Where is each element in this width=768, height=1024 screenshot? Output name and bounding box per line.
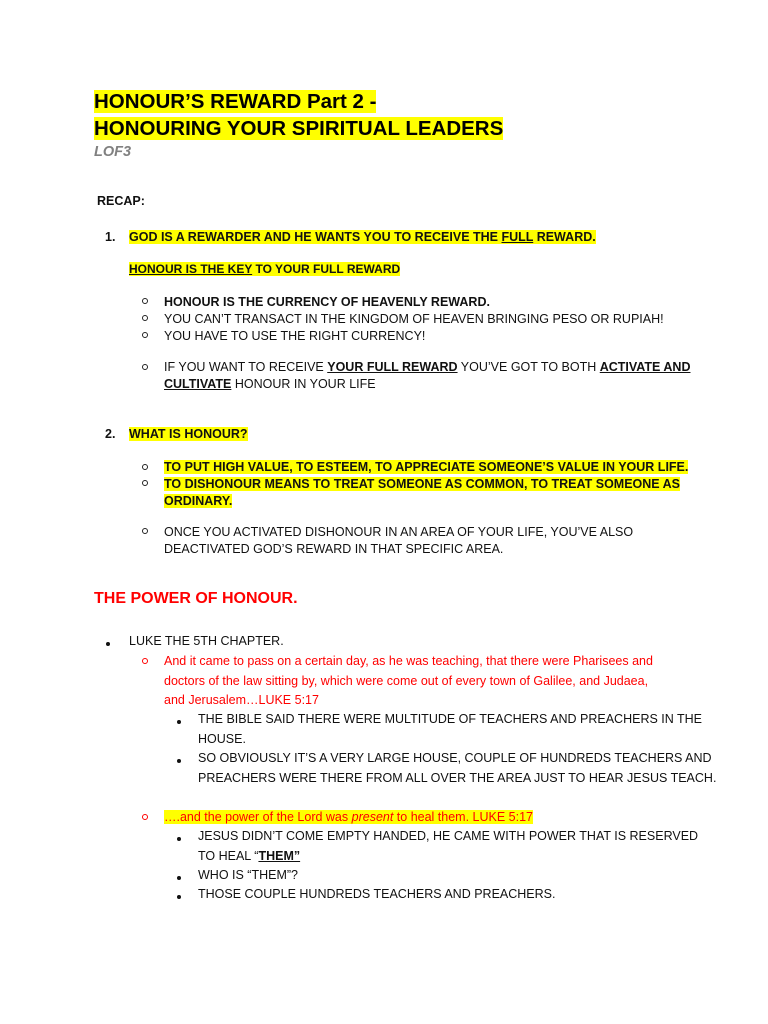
bullet-dot-icon (177, 759, 181, 763)
full-reward-d: ACTIVATE AND (599, 360, 691, 374)
verse-1-line-1: And it came to pass on a certain day, as he was teaching, that there were Pharisees and (164, 654, 653, 668)
item-1-heading (129, 230, 596, 244)
honour-key-b: TO YOUR FULL REWARD (252, 262, 401, 276)
full-reward-c: YOU’VE GOT TO BOTH (457, 360, 600, 374)
jesus-line-1: JESUS DIDN’T COME EMPTY HANDED, HE CAME WITH POWER THAT IS RESERVED (198, 829, 699, 843)
bullet-dot-icon (106, 642, 110, 646)
title-line-1: HONOUR’S REWARD Part 2 - (94, 90, 377, 113)
large-house-bullet (198, 749, 716, 788)
item-1-number: 1. (105, 230, 116, 244)
item-2-heading (129, 427, 248, 441)
bullet-dot-icon (177, 876, 181, 880)
large-house-line-1: SO OBVIOUSLY IT’S A VERY LARGE HOUSE, COUPLE OF HUNDREDS TEACHERS AND (198, 751, 712, 765)
document-title (94, 88, 503, 142)
dishonour-definition-bullet (164, 476, 680, 510)
honour-definition-text: TO PUT HIGH VALUE, TO ESTEEM, TO APPRECIATE SOMEONE’S VALUE IN YOUR LIFE. (164, 460, 689, 474)
currency-bullet-1: HONOUR IS THE CURRENCY OF HEAVENLY REWARD. (164, 295, 490, 309)
hollow-bullet-icon (142, 332, 148, 338)
verse-2-c: to heal them. LUKE 5:17 (393, 810, 533, 824)
bible-said-bullet (198, 710, 702, 749)
item-1-text-b: REWARD. (533, 230, 596, 244)
deactivated-line-2: DEACTIVATED GOD’S REWARD IN THAT SPECIFIC AREA. (164, 542, 504, 556)
dishonour-line-2: ORDINARY. (164, 494, 233, 508)
jesus-line-2a: TO HEAL “ (198, 848, 259, 863)
hollow-bullet-icon (142, 528, 148, 534)
deactivated-reward-bullet (164, 524, 633, 558)
currency-bullet-2: YOU CAN’T TRANSACT IN THE KINGDOM OF HEAVEN BRINGING PESO OR RUPIAH! (164, 312, 664, 326)
full-reward-b: YOUR FULL REWARD (327, 360, 458, 374)
hollow-bullet-icon (142, 658, 148, 664)
bullet-dot-icon (177, 720, 181, 724)
verse-2-present: present (351, 810, 394, 824)
verse-1-line-2: doctors of the law sitting by, which were come out of every town of Galilee, and Judaea, (164, 673, 649, 688)
verse-1-line-3: and Jerusalem…LUKE 5:17 (164, 693, 319, 707)
item-2-number: 2. (105, 427, 116, 441)
jesus-power-bullet (198, 827, 698, 866)
currency-bullet-3: YOU HAVE TO USE THE RIGHT CURRENCY! (164, 329, 426, 343)
item-1-text-a: GOD IS A REWARDER AND HE WANTS YOU TO RECEIVE THE (129, 230, 502, 244)
document-subtitle: LOF3 (94, 144, 132, 160)
section-title: THE POWER OF HONOUR. (94, 590, 298, 607)
item-2-text: WHAT IS HONOUR? (129, 427, 248, 441)
honour-key-line (129, 262, 400, 276)
luke-chapter: LUKE THE 5TH CHAPTER. (129, 634, 284, 648)
full-reward-f: HONOUR IN YOUR LIFE (231, 377, 376, 391)
honour-key-a: HONOUR IS THE KEY (129, 262, 253, 276)
recap-label: RECAP: (97, 194, 145, 208)
verse-2-a: ….and the power of the Lord was (164, 810, 352, 824)
jesus-line-2b: THEM” (258, 848, 301, 863)
who-is-them-bullet: WHO IS “THEM”? (198, 868, 298, 882)
verse-luke-5-17-a (164, 652, 653, 711)
dishonour-line-1: TO DISHONOUR MEANS TO TREAT SOMEONE AS COMMON, TO TREAT SOMEONE AS (164, 477, 680, 491)
hollow-bullet-icon (142, 315, 148, 321)
honour-definition-bullet (164, 459, 688, 476)
item-1-text-full: FULL (501, 230, 534, 244)
full-reward-a: IF YOU WANT TO RECEIVE (164, 360, 328, 374)
bullet-dot-icon (177, 837, 181, 841)
verse-luke-5-17-b (164, 808, 533, 828)
bible-said-line-2: HOUSE. (198, 731, 246, 746)
title-line-2: HONOURING YOUR SPIRITUAL LEADERS (94, 117, 504, 140)
bullet-dot-icon (177, 895, 181, 899)
hollow-bullet-icon (142, 814, 148, 820)
hollow-bullet-icon (142, 480, 148, 486)
full-reward-bullet (164, 359, 690, 393)
teachers-preachers-bullet: THOSE COUPLE HUNDREDS TEACHERS AND PREACHERS. (198, 887, 556, 901)
hollow-bullet-icon (142, 364, 148, 370)
hollow-bullet-icon (142, 298, 148, 304)
bible-said-line-1: THE BIBLE SAID THERE WERE MULTITUDE OF TEACHERS AND PREACHERS IN THE (198, 712, 703, 726)
hollow-bullet-icon (142, 464, 148, 470)
deactivated-line-1: ONCE YOU ACTIVATED DISHONOUR IN AN AREA OF YOUR LIFE, YOU’VE ALSO (164, 525, 634, 539)
full-reward-e: CULTIVATE (164, 377, 232, 391)
large-house-line-2: PREACHERS WERE THERE FROM ALL OVER THE AREA JUST TO HEAR JESUS TEACH. (198, 770, 717, 785)
